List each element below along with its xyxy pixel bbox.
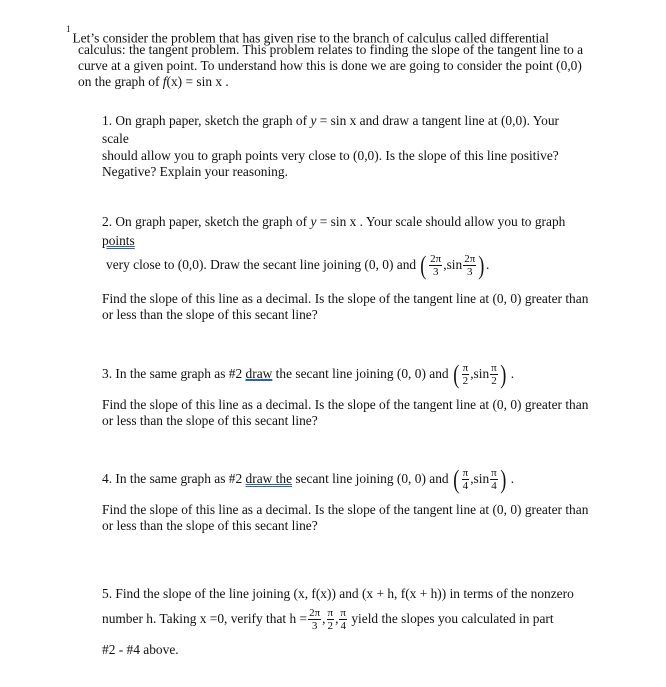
q4-frac-2-num: π [491,467,497,480]
q2-line-2: points [102,233,135,248]
q2-line-4: Find the slope of this line as a decimal. Is the slope of the tangent line at (0, 0) greater than [102,291,589,306]
intro-line-2: calculus: the tangent problem. This problem relates to finding the slope of the tangent line to a [78,42,584,57]
q1-line-3: should allow you to graph points very close to (0,0). Is the slope of this line positive? [102,148,559,163]
q3-underlined: draw [245,366,273,381]
q4-frac-1-den: 4 [462,480,469,493]
q3-text-a: 3. In the same graph as #2 [102,366,246,381]
q3-frac-2 [490,362,498,387]
problem-number: 1 [66,24,71,34]
q5-text-b: yield the slopes you calculated in part [347,611,554,626]
q3-paren-close: ) [500,359,507,389]
q5-frac-3-num: π [340,607,346,620]
q2-line-5: or less than the slope of this secant line? [102,307,318,322]
q3-text-b: the secant line joining (0, 0) and [272,366,449,381]
intro-func-f: f [162,74,167,89]
q3-line-3: or less than the slope of this secant line? [102,413,318,428]
q2-paren-close: ) [478,250,485,280]
q1-text-b: = sin x and draw a tangent line at (0,0). Your [316,113,559,128]
q2-text: very close to (0,0). Draw the secant line joining (0, 0) and [106,257,417,272]
q4-frac-1 [462,467,470,492]
q5-frac-1 [308,607,321,632]
q5-frac-3 [339,607,347,632]
q2-frac-1-den: 3 [432,266,439,279]
q1-line-2: scale [102,131,129,146]
q2-frac-2 [463,253,476,278]
q2-frac-1 [429,253,442,278]
q5-line-1: 5. Find the slope of the line joining (x, f(x)) and (x + h, f(x + h)) in terms of the nonzero [102,586,574,601]
q1-line-1 [102,113,559,129]
q4-paren-open: ( [453,464,460,494]
intro-text-1: Let’s consider the problem that has given rise to the branch of calculus called differential [72,30,549,46]
q5-frac-2 [327,607,335,632]
q2-frac-2-den: 3 [466,266,473,279]
q5-line-3: #2 - #4 above. [102,642,179,657]
intro-prefix: on the graph of [78,74,163,89]
q4-line-2: Find the slope of this line as a decimal. Is the slope of the tangent line at (0, 0) greater than [102,502,589,517]
q4-underlined: draw the [245,471,293,486]
q2-frac-1-num: 2π [430,253,442,266]
q2-line-3: very close to (0,0). Draw the secant line joining (0, 0) and ( $\frac{2\pi}{3}$ ,sin $\frac{2\pi}{3}$ ). [106,250,490,280]
q5-frac-3-den: 4 [340,620,346,633]
q4-frac-2-den: 4 [491,480,497,493]
q5-frac-1-num: 2π [309,607,321,620]
q3-sin: ,sin [470,366,490,381]
q3-frac-1 [462,362,470,387]
q4-paren-close: ) [500,464,507,494]
q1-line-4: Negative? Explain your reasoning. [102,164,288,179]
q5-line-2: number h. Taking x =0, verify that h = $\frac{2\pi}{3}$ , $\frac{\pi}{2}$ , $\frac{\pi}{4}$ yield the slopes you calculated in part [102,607,554,633]
q2-line-1 [102,214,565,230]
q5-text-a: number h. Taking x =0, verify that h = [102,611,308,626]
q3-frac-2-num: π [491,362,497,375]
q3-line-2: Find the slope of this line as a decimal. Is the slope of the tangent line at (0, 0) greater than [102,397,589,412]
q2-frac-2-num: 2π [464,253,476,266]
q4-line-1: 4. In the same graph as #2 draw the secant line joining (0, 0) and ( $\frac{\pi}{4}$ ,sin $\frac{\pi}{4}$ ) . [102,464,515,494]
q5-frac-2-den: 2 [327,620,334,633]
q5-frac-1-den: 3 [311,620,318,633]
intro-line-3: curve at a given point. To understand how this is done we are going to consider the point (0,0) [78,58,582,73]
q4-line-3: or less than the slope of this secant line? [102,518,318,533]
intro-line-4 [78,74,229,90]
intro-func-rest: (x) = sin x . [166,74,229,89]
q3-paren-open: ( [453,359,460,389]
q2-y: y [310,214,317,229]
q1-text-a: 1. On graph paper, sketch the graph of [102,113,311,128]
q4-text-b: secant line joining (0, 0) and [292,471,449,486]
q3-line-1: 3. In the same graph as #2 draw the secant line joining (0, 0) and ( $\frac{\pi}{2}$ ,sin $\frac{\pi}{2}$ ) . [102,359,515,389]
q3-frac-1-num: π [462,362,469,375]
q4-sin: ,sin [470,471,490,486]
q2-text-b: = sin x . Your scale should allow you to graph [316,214,566,229]
q4-text-a: 4. In the same graph as #2 [102,471,246,486]
q2-sin: ,sin [443,257,463,272]
q4-frac-2 [490,467,498,492]
q1-y: y [310,113,317,128]
q2-paren-open: ( [420,250,427,280]
q3-frac-2-den: 2 [491,375,497,388]
q5-frac-2-num: π [327,607,334,620]
q3-frac-1-den: 2 [462,375,469,388]
q4-frac-1-num: π [462,467,469,480]
q2-text-a: 2. On graph paper, sketch the graph of [102,214,311,229]
